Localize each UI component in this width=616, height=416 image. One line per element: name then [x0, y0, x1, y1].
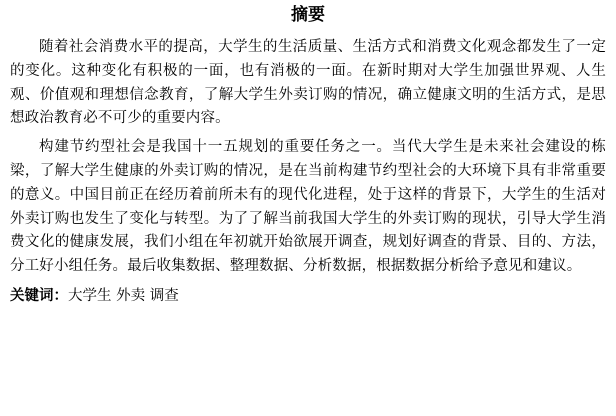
- abstract-paragraph-2: 构建节约型社会是我国十一五规划的重要任务之一。当代大学生是未来社会建设的栋梁，了解大学生健康的外卖订购的情况，是在当前构建节约型社会的大环境下具有非常重要的意义。中国目前正在经历着前所未有的现代化进程，处于这样的背景下，大学生的生活对外卖订购也发生了变化与转型。为了了解当前我国大学生的外卖订购的现状，引导大学生消费文化的健康发展，我们小组在年初就开始欲展开调查，规划好调查的背景、目的、方法，分工好小组任务。最后收集数据、整理数据、分析数据，根据数据分析给予意见和建议。: [10, 139, 606, 275]
- abstract-paragraph-1: 随着社会消费水平的提高，大学生的生活质量、生活方式和消费文化观念都发生了一定的变化。这种变化有积极的一面，也有消极的一面。在新时期对大学生加强世界观、人生观、价值观和理想信念教育，了解大学生外卖订购的情况，确立健康文明的生活方式，是思想政治教育必不可少的重要内容。: [10, 39, 606, 127]
- keywords-line: [10, 284, 606, 308]
- keywords-label: 关键词：: [10, 287, 68, 304]
- abstract-document: [10, 4, 606, 308]
- keywords-text: 大学生 外卖 调查: [68, 287, 179, 304]
- abstract-title: 摘要: [291, 5, 325, 25]
